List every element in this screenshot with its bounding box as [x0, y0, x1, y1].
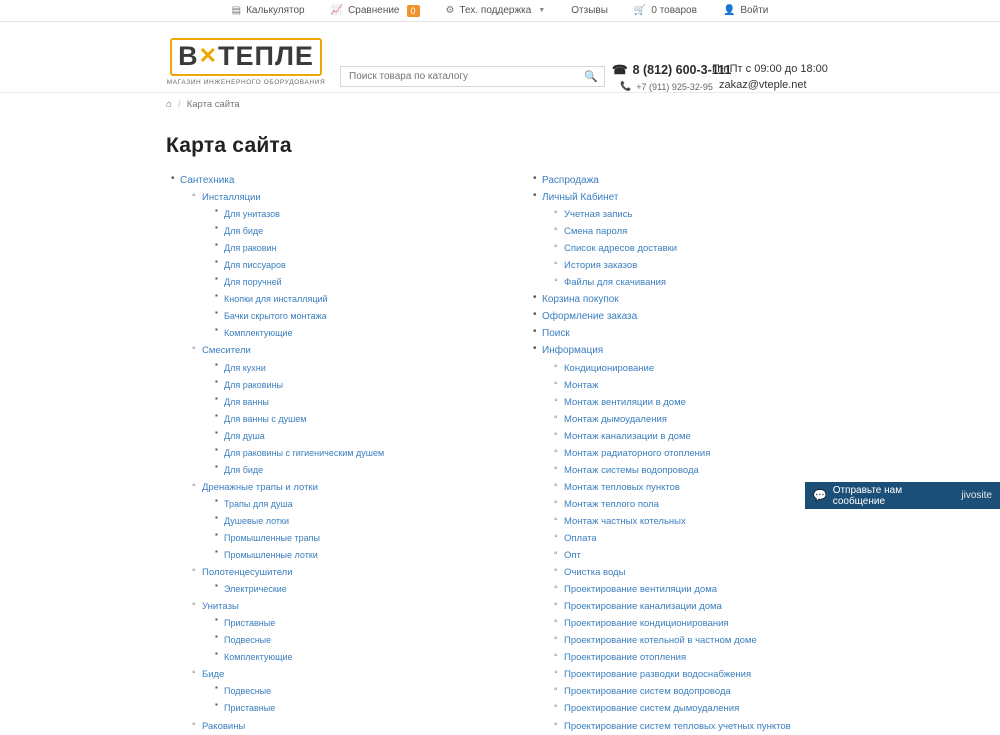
sitemap-link[interactable]: Приставные: [224, 703, 276, 714]
logo-letter-v: В: [178, 41, 199, 71]
sitemap-link[interactable]: Очистка воды: [564, 567, 626, 579]
sitemap-item-level-3: [224, 649, 506, 666]
sitemap-item-level-3: [224, 325, 506, 342]
sitemap-link[interactable]: Для душа: [224, 430, 265, 441]
sitemap-item-level-2: [564, 513, 868, 530]
top-item-label: Тех. поддержка: [459, 5, 532, 16]
sitemap-link[interactable]: Файлы для скачивания: [564, 277, 667, 289]
page-title: Карта сайта: [166, 134, 292, 157]
sitemap-item-level-2: [564, 411, 868, 428]
sitemap-item-level-1: [542, 291, 868, 308]
sitemap-link[interactable]: Душевые лотки: [224, 515, 290, 526]
sitemap-link[interactable]: Промышленные трапы: [224, 532, 321, 543]
calculator-icon: ▤: [231, 4, 242, 16]
sitemap-link[interactable]: Монтаж дымоудаления: [564, 413, 667, 425]
sitemap-link[interactable]: Кондиционирование: [564, 362, 655, 374]
top-utility-items: [232, 5, 769, 17]
sitemap-item-level-3: [224, 683, 506, 700]
compare-icon: 📈: [330, 4, 344, 16]
sitemap-item-level-1: [542, 325, 868, 342]
sitemap-item-level-1: [180, 172, 506, 735]
sitemap-item-level-2: [564, 377, 868, 394]
sitemap-link[interactable]: Проектирование систем дымоудаления: [564, 703, 740, 715]
sitemap-link[interactable]: Смена пароля: [564, 226, 628, 238]
sitemap-item-level-2: [564, 564, 868, 581]
sitemap-link[interactable]: Монтаж радиаторного отопления: [564, 447, 711, 459]
sitemap-item-level-2: [564, 240, 868, 257]
sitemap-item-level-2: [564, 223, 868, 240]
sitemap-sublist-level-3: [202, 360, 506, 479]
gear-icon: ⚙: [445, 4, 455, 16]
sitemap-link[interactable]: Раковины: [202, 720, 246, 732]
sitemap-link[interactable]: Электрические: [224, 584, 287, 595]
sitemap-sublist-level-3: [202, 581, 506, 598]
sitemap-link[interactable]: Оплата: [564, 532, 597, 544]
sitemap-item-level-2: [202, 189, 506, 342]
sitemap-item-level-2: [564, 683, 868, 700]
sitemap-item-level-3: [224, 308, 506, 325]
sitemap-item-level-3: [224, 615, 506, 632]
sitemap-item-level-2: [564, 360, 868, 377]
sitemap-sublist-level-2: [542, 360, 868, 735]
top-item-calculator[interactable]: [232, 5, 305, 16]
sitemap-link[interactable]: Проектирование систем водопровода: [564, 686, 731, 698]
sitemap-item-level-3: [224, 445, 506, 462]
sitemap-item-level-3: [224, 360, 506, 377]
sitemap-link[interactable]: Проектирование канализации дома: [564, 601, 722, 613]
sitemap-item-level-2: [564, 700, 868, 717]
sitemap-link[interactable]: Оформление заказа: [542, 311, 638, 323]
sitemap-link[interactable]: Кнопки для инсталляций: [224, 294, 328, 305]
logo-subtitle: МАГАЗИН ИНЖЕНЕРНОГО ОБОРУДОВАНИЯ: [166, 79, 326, 86]
sitemap-item-level-3: [224, 377, 506, 394]
sitemap-item-level-3: [224, 496, 506, 513]
chat-widget-brand: jivosite: [961, 490, 992, 501]
sitemap-link[interactable]: Опт: [564, 550, 581, 562]
sitemap-item-level-3: [224, 581, 506, 598]
logo-text: [178, 43, 314, 70]
sitemap-link[interactable]: Монтаж: [564, 379, 599, 391]
sitemap-link[interactable]: Корзина покупок: [542, 294, 619, 306]
top-item-review[interactable]: [571, 5, 608, 16]
sitemap-item-level-2: [202, 718, 506, 735]
sitemap-link[interactable]: Монтаж частных котельных: [564, 515, 686, 527]
chat-widget[interactable]: [805, 482, 1000, 509]
sitemap-link[interactable]: Для биде: [224, 226, 264, 237]
sitemap-link[interactable]: Список адресов доставки: [564, 243, 678, 255]
sitemap-link[interactable]: Для кухни: [224, 362, 266, 373]
top-item-label: Калькулятор: [246, 5, 305, 16]
sitemap-item-level-3: [224, 428, 506, 445]
sitemap-item-level-2: [202, 666, 506, 717]
sitemap-sublist-level-3: [202, 496, 506, 564]
sitemap-item-level-3: [224, 240, 506, 257]
sitemap-item-level-2: [564, 598, 868, 615]
working-hours: Пн-Пт с 09:00 до 18:00: [712, 63, 828, 75]
sitemap-columns: [0, 172, 1000, 735]
sitemap-link[interactable]: Монтаж тепловых пунктов: [564, 481, 680, 493]
sitemap-link[interactable]: Сантехника: [180, 175, 235, 186]
sitemap-link[interactable]: Проектирование отопления: [564, 652, 687, 664]
breadcrumb: [0, 92, 1000, 116]
secondary-phone-number: +7 (911) 925-32-95: [636, 81, 713, 92]
sitemap-item-level-2: [564, 274, 868, 291]
sitemap-link[interactable]: Распродажа: [542, 175, 599, 186]
logo-word: ТЕПЛЕ: [218, 41, 314, 71]
sitemap-link[interactable]: Промышленные лотки: [224, 550, 318, 561]
sitemap-link[interactable]: Для раковин: [224, 243, 277, 254]
sitemap-link[interactable]: Для унитазов: [224, 209, 280, 220]
sitemap-link[interactable]: Для ванны с душем: [224, 413, 307, 424]
sitemap-link[interactable]: Проектирование систем тепловых учетных пунктов: [564, 720, 791, 732]
sitemap-item-level-3: [224, 223, 506, 240]
sitemap-link[interactable]: Учетная запись: [564, 209, 633, 221]
sitemap-item-level-3: [224, 257, 506, 274]
sitemap-link[interactable]: Проектирование разводки водоснабжения: [564, 669, 752, 681]
chat-bubble-icon: 💬: [813, 490, 827, 502]
sitemap-link[interactable]: Информация: [542, 345, 604, 357]
sitemap-list-left: [166, 172, 506, 735]
sitemap-item-level-2: [564, 206, 868, 223]
chevron-down-icon: ▼: [538, 7, 546, 14]
breadcrumb-separator: /: [178, 99, 181, 110]
sitemap-link[interactable]: Проектирование кондиционирования: [564, 618, 729, 630]
sitemap-item-level-2: [564, 581, 868, 598]
sitemap-item-level-3: [224, 700, 506, 717]
logo-x-icon: ✕: [198, 43, 219, 68]
sitemap-link[interactable]: Унитазы: [202, 601, 239, 613]
sitemap-item-level-3: [224, 530, 506, 547]
sitemap-item-level-3: [224, 206, 506, 223]
sitemap-link[interactable]: Трапы для душа: [224, 498, 293, 509]
phone-icon: ☎: [612, 63, 628, 77]
sitemap-item-level-2: [564, 718, 868, 735]
sitemap-item-level-2: [564, 462, 868, 479]
sitemap-item-level-1: [542, 308, 868, 325]
sitemap-link[interactable]: Монтаж системы водопровода: [564, 464, 699, 476]
top-item-cart[interactable]: [634, 5, 697, 16]
sitemap-item-level-2: [564, 632, 868, 649]
sitemap-link[interactable]: Приставные: [224, 618, 276, 629]
sitemap-item-level-2: [202, 598, 506, 666]
sitemap-item-level-2: [202, 342, 506, 478]
sitemap-list-right: [528, 172, 868, 735]
top-item-label: 0 товаров: [651, 5, 697, 16]
sitemap-link[interactable]: Поиск: [542, 328, 570, 340]
sitemap-item-level-2: [564, 547, 868, 564]
sitemap-link[interactable]: Монтаж вентиляции в доме: [564, 396, 686, 408]
sitemap-item-level-2: [564, 428, 868, 445]
sitemap-item-level-2: [564, 394, 868, 411]
top-item-label: Войти: [740, 5, 769, 16]
sitemap-item-level-2: [564, 649, 868, 666]
sitemap-link[interactable]: Полотенцесушители: [202, 567, 293, 579]
sitemap-sublist-level-3: [202, 615, 506, 666]
top-item-gear[interactable]: [446, 5, 546, 16]
sitemap-link[interactable]: Смесители: [202, 345, 251, 357]
sitemap-link[interactable]: Для поручней: [224, 277, 282, 288]
contact-email[interactable]: zakaz@vteple.net: [719, 79, 807, 91]
sitemap-item-level-3: [224, 274, 506, 291]
sitemap-link[interactable]: Инсталляции: [202, 192, 261, 204]
site-logo[interactable]: [166, 38, 326, 86]
sitemap-link[interactable]: История заказов: [564, 260, 638, 272]
user-icon: 👤: [722, 4, 736, 16]
sitemap-link[interactable]: Подвесные: [224, 635, 272, 646]
sitemap-sublist-level-3: [202, 206, 506, 342]
sitemap-sublist-level-2: [542, 206, 868, 291]
sitemap-link[interactable]: Проектирование вентиляции дома: [564, 584, 718, 596]
sitemap-item-level-1: [542, 189, 868, 291]
sitemap-item-level-3: [224, 394, 506, 411]
sitemap-link[interactable]: Подвесные: [224, 686, 272, 697]
compare-count-badge: 0: [407, 5, 420, 17]
sitemap-sublist-level-2: [180, 189, 506, 735]
mobile-phone-icon: 📞: [620, 81, 632, 91]
sitemap-link[interactable]: Монтаж канализации в доме: [564, 430, 691, 442]
top-item-compare[interactable]: [331, 5, 420, 17]
sitemap-link[interactable]: Для раковины с гигиеническим душем: [224, 447, 385, 458]
breadcrumb-current[interactable]: Карта сайта: [186, 99, 240, 110]
top-item-user[interactable]: [723, 5, 768, 16]
sitemap-column-right: [528, 172, 868, 735]
sitemap-item-level-1: [542, 342, 868, 734]
sitemap-item-level-3: [224, 462, 506, 479]
site-header: [0, 22, 1000, 92]
sitemap-sublist-level-3: [202, 683, 506, 717]
cart-icon: 🛒: [633, 4, 647, 16]
sitemap-item-level-2: [564, 257, 868, 274]
sitemap-item-level-3: [224, 291, 506, 308]
logo-box: [170, 38, 322, 76]
top-utility-bar: [0, 0, 1000, 22]
secondary-phone[interactable]: [612, 81, 731, 92]
sitemap-item-level-2: [564, 615, 868, 632]
sitemap-item-level-2: [564, 445, 868, 462]
sitemap-link[interactable]: Биде: [202, 669, 225, 681]
top-item-label: Отзывы: [571, 5, 608, 16]
top-item-label: Сравнение: [348, 5, 400, 16]
sitemap-link[interactable]: Комплектующие: [224, 328, 293, 339]
search-box[interactable]: [340, 66, 605, 87]
sitemap-link[interactable]: Монтаж теплого пола: [564, 498, 659, 510]
sitemap-link[interactable]: Для раковины: [224, 379, 284, 390]
sitemap-item-level-2: [564, 530, 868, 547]
sitemap-item-level-1: [542, 172, 868, 189]
primary-phone-number: 8 (812) 600-3-111: [632, 62, 732, 77]
sitemap-link[interactable]: Для биде: [224, 464, 264, 475]
sitemap-item-level-2: [564, 666, 868, 683]
sitemap-item-level-2: [202, 564, 506, 598]
search-icon[interactable]: 🔍: [584, 71, 598, 83]
sitemap-item-level-2: [202, 479, 506, 564]
sitemap-link[interactable]: Комплектующие: [224, 652, 293, 663]
sitemap-column-left: [166, 172, 506, 735]
sitemap-item-level-3: [224, 632, 506, 649]
sitemap-link[interactable]: Проектирование котельной в частном доме: [564, 635, 757, 647]
sitemap-link[interactable]: Дренажные трапы и лотки: [202, 481, 318, 493]
home-icon[interactable]: ⌂: [166, 99, 173, 110]
sitemap-link[interactable]: Для ванны: [224, 396, 269, 407]
sitemap-link[interactable]: Бачки скрытого монтажа: [224, 311, 327, 322]
sitemap-item-level-3: [224, 513, 506, 530]
sitemap-link[interactable]: Личный Кабинет: [542, 192, 619, 204]
search-input[interactable]: [347, 70, 584, 83]
chat-widget-label: Отправьте нам сообщение: [832, 484, 903, 507]
sitemap-link[interactable]: Для писсуаров: [224, 260, 286, 271]
sitemap-item-level-3: [224, 547, 506, 564]
sitemap-item-level-3: [224, 411, 506, 428]
